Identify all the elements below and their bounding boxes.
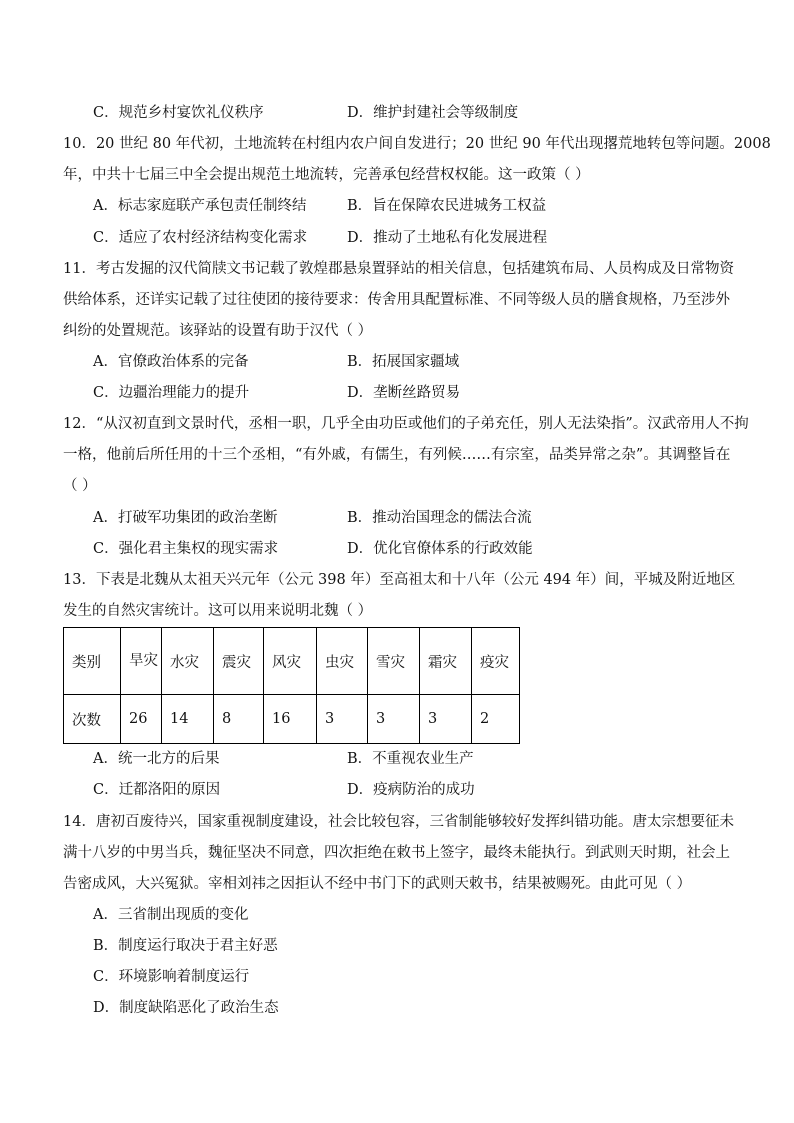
q10-option-c: C．适应了农村经济结构变化需求 — [93, 230, 308, 246]
table-header-cell: 风灾 — [264, 628, 317, 695]
q14-option-a: A．三省制出现质的变化 — [93, 907, 249, 923]
q10-stem-line-2: 年，中共十七届三中全会提出规范土地流转，完善承包经营权权能。这一政策（ ） — [63, 167, 590, 183]
q10-stem-line-1: 10．20 世纪 80 年代初，土地流转在村组内农户间自发进行；20 世纪 90 年代出现撂荒地转包等问题。2008 — [63, 136, 771, 152]
q14-stem-line-1: 14．唐初百废待兴，国家重视制度建设，社会比较包容，三省制能够较好发挥纠错功能。唐太宗想要征未 — [63, 814, 734, 830]
q14-stem-line-3: 告密成风，大兴冤狱。宰相刘祎之因拒认不经中书门下的武则天敕书，结果被赐死。由此可见（ ） — [63, 876, 692, 892]
q12-option-a: A．打破军功集团的政治垄断 — [93, 510, 278, 526]
q13-option-c: C．迁都洛阳的原因 — [93, 782, 221, 798]
table-cell: 14 — [162, 695, 214, 744]
table-row-label: 次数 — [64, 695, 121, 744]
table-header-cell: 雪灾 — [368, 628, 420, 695]
disaster-statistics-table — [63, 627, 520, 744]
q13-option-b: B．不重视农业生产 — [347, 751, 474, 767]
q9-option-d: D．维护封建社会等级制度 — [347, 105, 519, 121]
table-cell: 26 — [121, 695, 162, 744]
table-header-cell: 疫灾 — [472, 628, 520, 695]
q12-option-c: C．强化君主集权的现实需求 — [93, 541, 279, 557]
table-cell: 8 — [214, 695, 264, 744]
q13-option-d: D．疫病防治的成功 — [347, 782, 475, 798]
table-cell: 3 — [317, 695, 368, 744]
table-header-cell: 霜灾 — [420, 628, 472, 695]
q10-option-d: D．推动了土地私有化发展进程 — [347, 230, 548, 246]
q13-stem-line-2: 发生的自然灾害统计。这可以用来说明北魏（ ） — [63, 603, 373, 619]
q12-stem-line-1: 12．“从汉初直到文景时代，丞相一职，几乎全由功臣或他们的子弟充任，别人无法染指”。汉武帝用人不拘 — [63, 416, 749, 432]
q13-stem-line-1: 13．下表是北魏从太祖天兴元年（公元 398 年）至高祖太和十八年（公元 494 年）间，平城及附近地区 — [63, 572, 736, 588]
q11-stem-line-2: 供给体系，还详实记载了过往使团的接待要求：传舍用具配置标准、不同等级人员的膳食规格，乃至涉外 — [63, 292, 730, 308]
table-header-cell: 类别 — [64, 628, 121, 695]
q14-stem-line-2: 满十八岁的中男当兵，魏征坚决不同意，四次拒绝在敕书上签字，最终未能执行。到武则天时期，社会上 — [63, 845, 730, 861]
table-header-cell: 水灾 — [162, 628, 214, 695]
q11-stem-line-3: 纠纷的处置规范。该驿站的设置有助于汉代（ ） — [63, 323, 373, 339]
q12-stem-line-3: （ ） — [63, 478, 97, 494]
q10-option-a: A．标志家庭联产承包责任制终结 — [93, 198, 307, 214]
q14-option-c: C．环境影响着制度运行 — [93, 969, 250, 985]
table-header-row — [64, 628, 520, 695]
q11-option-b: B．拓展国家疆域 — [347, 354, 460, 370]
q9-option-c: C．规范乡村宴饮礼仪秩序 — [93, 105, 264, 121]
q11-option-c: C．边疆治理能力的提升 — [93, 385, 250, 401]
table-cell: 3 — [420, 695, 472, 744]
q14-option-b: B．制度运行取决于君主好恶 — [93, 938, 278, 954]
q11-option-d: D．垄断丝路贸易 — [347, 385, 461, 401]
q10-option-b: B．旨在保障农民进城务工权益 — [347, 198, 547, 214]
q14-option-d: D．制度缺陷恶化了政治生态 — [93, 1000, 279, 1016]
table-header-cell: 震灾 — [214, 628, 264, 695]
q12-option-b: B．推动治国理念的儒法合流 — [347, 510, 532, 526]
q12-option-d: D．优化官僚体系的行政效能 — [347, 541, 533, 557]
q13-option-a: A．统一北方的后果 — [93, 751, 220, 767]
q11-option-a: A．官僚政治体系的完备 — [93, 354, 249, 370]
table-cell: 3 — [368, 695, 420, 744]
table-header-cell: 虫灾 — [317, 628, 368, 695]
q12-stem-line-2: 一格，他前后所任用的十三个丞相，“有外戚，有儒生，有列候……有宗室，品类异常之杂”。其调整旨在 — [63, 447, 731, 463]
table-cell: 16 — [264, 695, 317, 744]
table-header-cell: 旱灾 — [121, 628, 162, 695]
table-row — [64, 695, 520, 744]
table-cell: 2 — [472, 695, 520, 744]
q11-stem-line-1: 11．考古发掘的汉代简牍文书记载了敦煌郡悬泉置驿站的相关信息，包括建筑布局、人员构成及日常物资 — [63, 261, 734, 277]
